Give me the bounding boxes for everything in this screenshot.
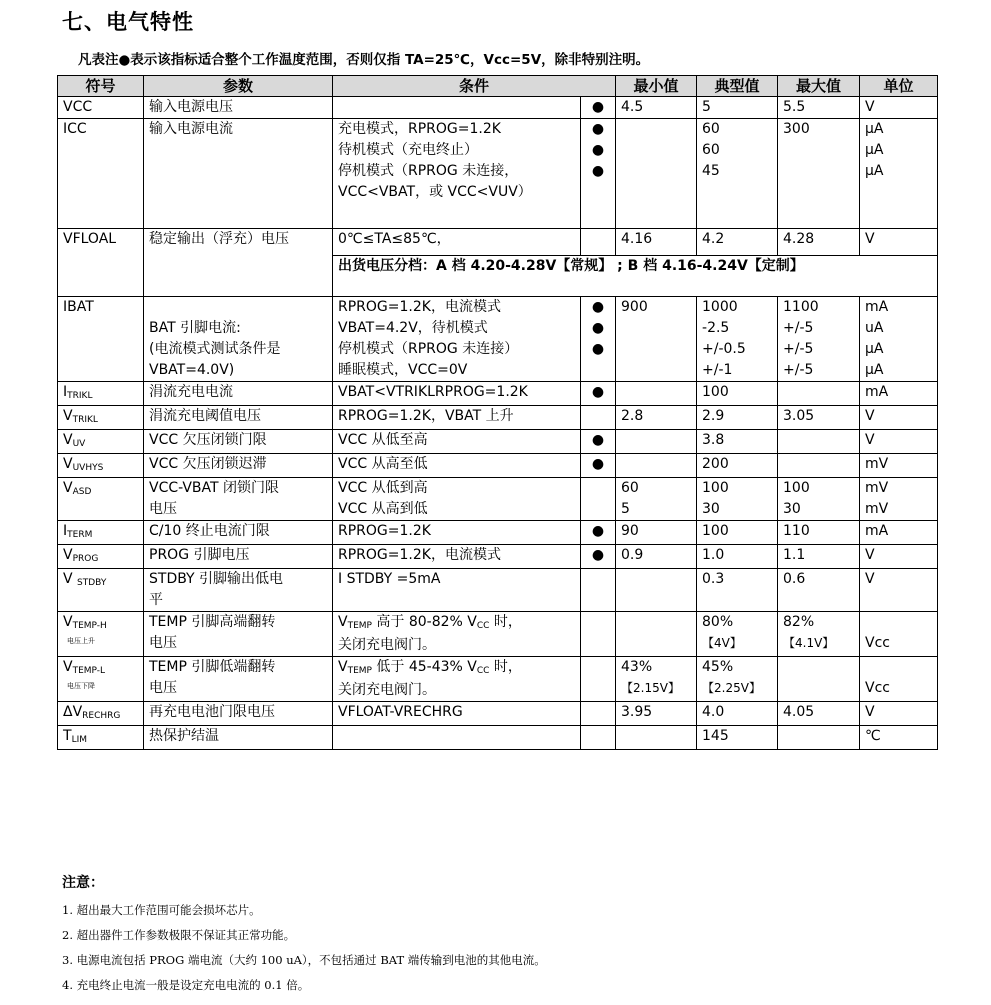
cell-bullet (581, 702, 616, 726)
cell-param: 输入电源电压 (144, 97, 333, 119)
voltage-grade-note: 出货电压分档：A 档 4.20-4.28V【常规】 ; B 档 4.16-4.24V【定制】 (333, 256, 938, 297)
header-min: 最小值 (616, 76, 697, 97)
cell-unit: V (860, 702, 938, 726)
cell-max: 110 (778, 521, 860, 545)
cell-bullet (581, 569, 616, 612)
table-row (58, 702, 938, 726)
cell-param: PROG 引脚电压 (144, 545, 333, 569)
cell-symbol: $V_{TEMP-L}$ 电压下降 (58, 657, 144, 702)
cell-typ: 200 (697, 454, 778, 478)
cell-max (778, 726, 860, 750)
cell-min: 60 5 (616, 478, 697, 521)
table-row (58, 521, 938, 545)
cell-typ: 100 (697, 521, 778, 545)
cell-unit: V (860, 430, 938, 454)
cell-unit: V (860, 97, 938, 119)
cell-unit: V (860, 545, 938, 569)
cell-min (616, 454, 697, 478)
cell-max: 1100 +/-5 +/-5 +/-5 (778, 297, 860, 382)
cell-symbol: VFLOAL (58, 229, 144, 297)
cell-min (616, 612, 697, 657)
cell-condition: RPROG=1.2K，电流模式 (333, 545, 581, 569)
cell-min: 4.5 (616, 97, 697, 119)
cell-max: 300 (778, 119, 860, 229)
cell-typ: 3.8 (697, 430, 778, 454)
cell-bullet (581, 726, 616, 750)
cell-typ: 0.3 (697, 569, 778, 612)
cell-unit: mV mV (860, 478, 938, 521)
cell-bullet: ● (581, 382, 616, 406)
cell-bullet: ● (581, 545, 616, 569)
cell-condition: VFLOAT-VRECHRG (333, 702, 581, 726)
cell-symbol: IBAT (58, 297, 144, 382)
table-row (58, 569, 938, 612)
cell-typ: 4.2 (697, 229, 778, 256)
table-row (58, 612, 938, 657)
cell-condition: VCC 从低到高 VCC 从高到低 (333, 478, 581, 521)
cell-max: 4.28 (778, 229, 860, 256)
cell-max: 0.6 (778, 569, 860, 612)
table-caption: 凡表注●表示该指标适合整个工作温度范围，否则仅指 TA=25℃，Vcc=5V，除非特别注明。 (78, 52, 650, 68)
cell-param: TEMP 引脚高端翻转 电压 (144, 612, 333, 657)
cell-unit: V (860, 569, 938, 612)
cell-param: BAT 引脚电流: (电流模式测试条件是 VBAT=4.0V) (144, 297, 333, 382)
cell-symbol: $V_{UV}$ (58, 430, 144, 454)
cell-unit: mV (860, 454, 938, 478)
cell-bullet: ● (581, 521, 616, 545)
table-row (58, 545, 938, 569)
cell-condition: VCC 从高至低 (333, 454, 581, 478)
notes-title: 注意： (62, 875, 104, 891)
cell-param: 涓流充电阈值电压 (144, 406, 333, 430)
cell-condition: RPROG=1.2K (333, 521, 581, 545)
header-unit: 单位 (860, 76, 938, 97)
cell-max: 82% 【4.1V】 (778, 612, 860, 657)
note-item: 3. 电源电流包括 PROG 端电流（大约 100 uA），不包括通过 BAT 端传输到电池的其他电流。 (62, 953, 546, 967)
note-item: 2. 超出器件工作参数极限不保证其正常功能。 (62, 928, 296, 942)
header-param: 参数 (144, 76, 333, 97)
cell-min (616, 569, 697, 612)
cell-param: VCC 欠压闭锁迟滞 (144, 454, 333, 478)
cell-param: VCC 欠压闭锁门限 (144, 430, 333, 454)
cell-symbol: $V_{PROG}$ (58, 545, 144, 569)
cell-param: 再充电电池门限电压 (144, 702, 333, 726)
table-row (58, 478, 938, 521)
header-condition: 条件 (333, 76, 616, 97)
cell-param: 输入电源电流 (144, 119, 333, 229)
cell-typ: 1.0 (697, 545, 778, 569)
cell-symbol: $I_{TERM}$ (58, 521, 144, 545)
cell-unit: mA (860, 521, 938, 545)
cell-condition: VBAT<VTRIKLRPROG=1.2K (333, 382, 581, 406)
cell-condition: RPROG=1.2K，VBAT 上升 (333, 406, 581, 430)
cell-symbol: $V_{UVHYS}$ (58, 454, 144, 478)
cell-min: 900 (616, 297, 697, 382)
cell-min (616, 382, 697, 406)
cell-symbol: VCC (58, 97, 144, 119)
cell-typ: 4.0 (697, 702, 778, 726)
note-item: 1. 超出最大工作范围可能会损坏芯片。 (62, 903, 261, 917)
table-header-row (58, 76, 938, 97)
cell-bullet (581, 229, 616, 256)
cell-bullet (581, 612, 616, 657)
cell-symbol: $V_{TRIKL}$ (58, 406, 144, 430)
table-row (58, 97, 938, 119)
cell-param: 涓流充电电流 (144, 382, 333, 406)
cell-min: 2.8 (616, 406, 697, 430)
cell-typ: 1000 -2.5 +/-0.5 +/-1 (697, 297, 778, 382)
note-item: 4. 充电终止电流一般是设定充电电流的 0.1 倍。 (62, 978, 310, 992)
cell-bullet: ● ● ● (581, 119, 616, 229)
cell-symbol: $V_{ASD}$ (58, 478, 144, 521)
cell-max: 3.05 (778, 406, 860, 430)
cell-param: VCC-VBAT 闭锁门限 电压 (144, 478, 333, 521)
cell-unit: V (860, 406, 938, 430)
cell-max (778, 430, 860, 454)
cell-unit: Vcc (860, 657, 938, 702)
cell-max: 5.5 (778, 97, 860, 119)
cell-max (778, 657, 860, 702)
electrical-characteristics-table (57, 75, 938, 750)
cell-unit: mA uA μA μA (860, 297, 938, 382)
cell-condition: VCC 从低至高 (333, 430, 581, 454)
cell-param: 稳定输出（浮充）电压 (144, 229, 333, 297)
cell-min: 4.16 (616, 229, 697, 256)
cell-max: 1.1 (778, 545, 860, 569)
table-row (58, 406, 938, 430)
cell-min: 43% 【2.15V】 (616, 657, 697, 702)
cell-condition: $V_{TEMP}$ 高于 80-82% $V_{CC}$ 时， 关闭充电阀门。 (333, 612, 581, 657)
cell-min: 90 (616, 521, 697, 545)
cell-symbol: ICC (58, 119, 144, 229)
notes-section (62, 872, 546, 998)
cell-condition (333, 726, 581, 750)
section-title: 七、电气特性 (62, 10, 194, 34)
cell-symbol: $V_{TEMP-H}$ 电压上升 (58, 612, 144, 657)
cell-param: 热保护结温 (144, 726, 333, 750)
cell-condition: 充电模式，RPROG=1.2K 待机模式（充电终止） 停机模式（RPROG 未连接， VCC<VBAT，或 VCC<VUV） (333, 119, 581, 229)
table-row (58, 726, 938, 750)
header-typ: 典型值 (697, 76, 778, 97)
header-symbol: 符号 (58, 76, 144, 97)
cell-condition: $V_{TEMP}$ 低于 45-43% $V_{CC}$ 时， 关闭充电阀门。 (333, 657, 581, 702)
cell-max (778, 382, 860, 406)
table-row (58, 454, 938, 478)
cell-bullet (581, 406, 616, 430)
cell-symbol: $I_{TRIKL}$ (58, 382, 144, 406)
cell-min: 3.95 (616, 702, 697, 726)
cell-min (616, 726, 697, 750)
table-row (58, 657, 938, 702)
cell-param: TEMP 引脚低端翻转 电压 (144, 657, 333, 702)
cell-param: STDBY 引脚输出低电 平 (144, 569, 333, 612)
cell-bullet (581, 657, 616, 702)
cell-bullet (581, 478, 616, 521)
cell-typ: 80% 【4V】 (697, 612, 778, 657)
cell-bullet: ● (581, 430, 616, 454)
cell-typ: 100 (697, 382, 778, 406)
cell-unit: Vcc (860, 612, 938, 657)
cell-condition: RPROG=1.2K，电流模式 VBAT=4.2V，待机模式 停机模式（RPROG 未连接） 睡眠模式，VCC=0V (333, 297, 581, 382)
cell-max: 100 30 (778, 478, 860, 521)
cell-min (616, 430, 697, 454)
table-row (58, 119, 938, 229)
table-row (58, 430, 938, 454)
cell-unit: μA μA μA (860, 119, 938, 229)
cell-typ: 60 60 45 (697, 119, 778, 229)
cell-typ: 100 30 (697, 478, 778, 521)
cell-bullet: ● (581, 97, 616, 119)
cell-min: 0.9 (616, 545, 697, 569)
cell-typ: 5 (697, 97, 778, 119)
cell-unit: ℃ (860, 726, 938, 750)
table-row (58, 297, 938, 382)
cell-min (616, 119, 697, 229)
cell-symbol: $T_{LIM}$ (58, 726, 144, 750)
cell-unit: V (860, 229, 938, 256)
cell-condition (333, 97, 581, 119)
cell-max: 4.05 (778, 702, 860, 726)
cell-condition: I STDBY =5mA (333, 569, 581, 612)
cell-typ: 2.9 (697, 406, 778, 430)
cell-typ: 45% 【2.25V】 (697, 657, 778, 702)
header-max: 最大值 (778, 76, 860, 97)
cell-bullet: ● (581, 454, 616, 478)
cell-bullet: ● ● ● (581, 297, 616, 382)
cell-symbol: $\Delta V_{RECHRG}$ (58, 702, 144, 726)
cell-param: C/10 终止电流门限 (144, 521, 333, 545)
table-row (58, 382, 938, 406)
table-row (58, 229, 938, 256)
cell-max (778, 454, 860, 478)
cell-typ: 145 (697, 726, 778, 750)
cell-symbol: V $_{STDBY}$ (58, 569, 144, 612)
cell-condition: 0℃≤TA≤85℃， (333, 229, 581, 256)
cell-unit: mA (860, 382, 938, 406)
